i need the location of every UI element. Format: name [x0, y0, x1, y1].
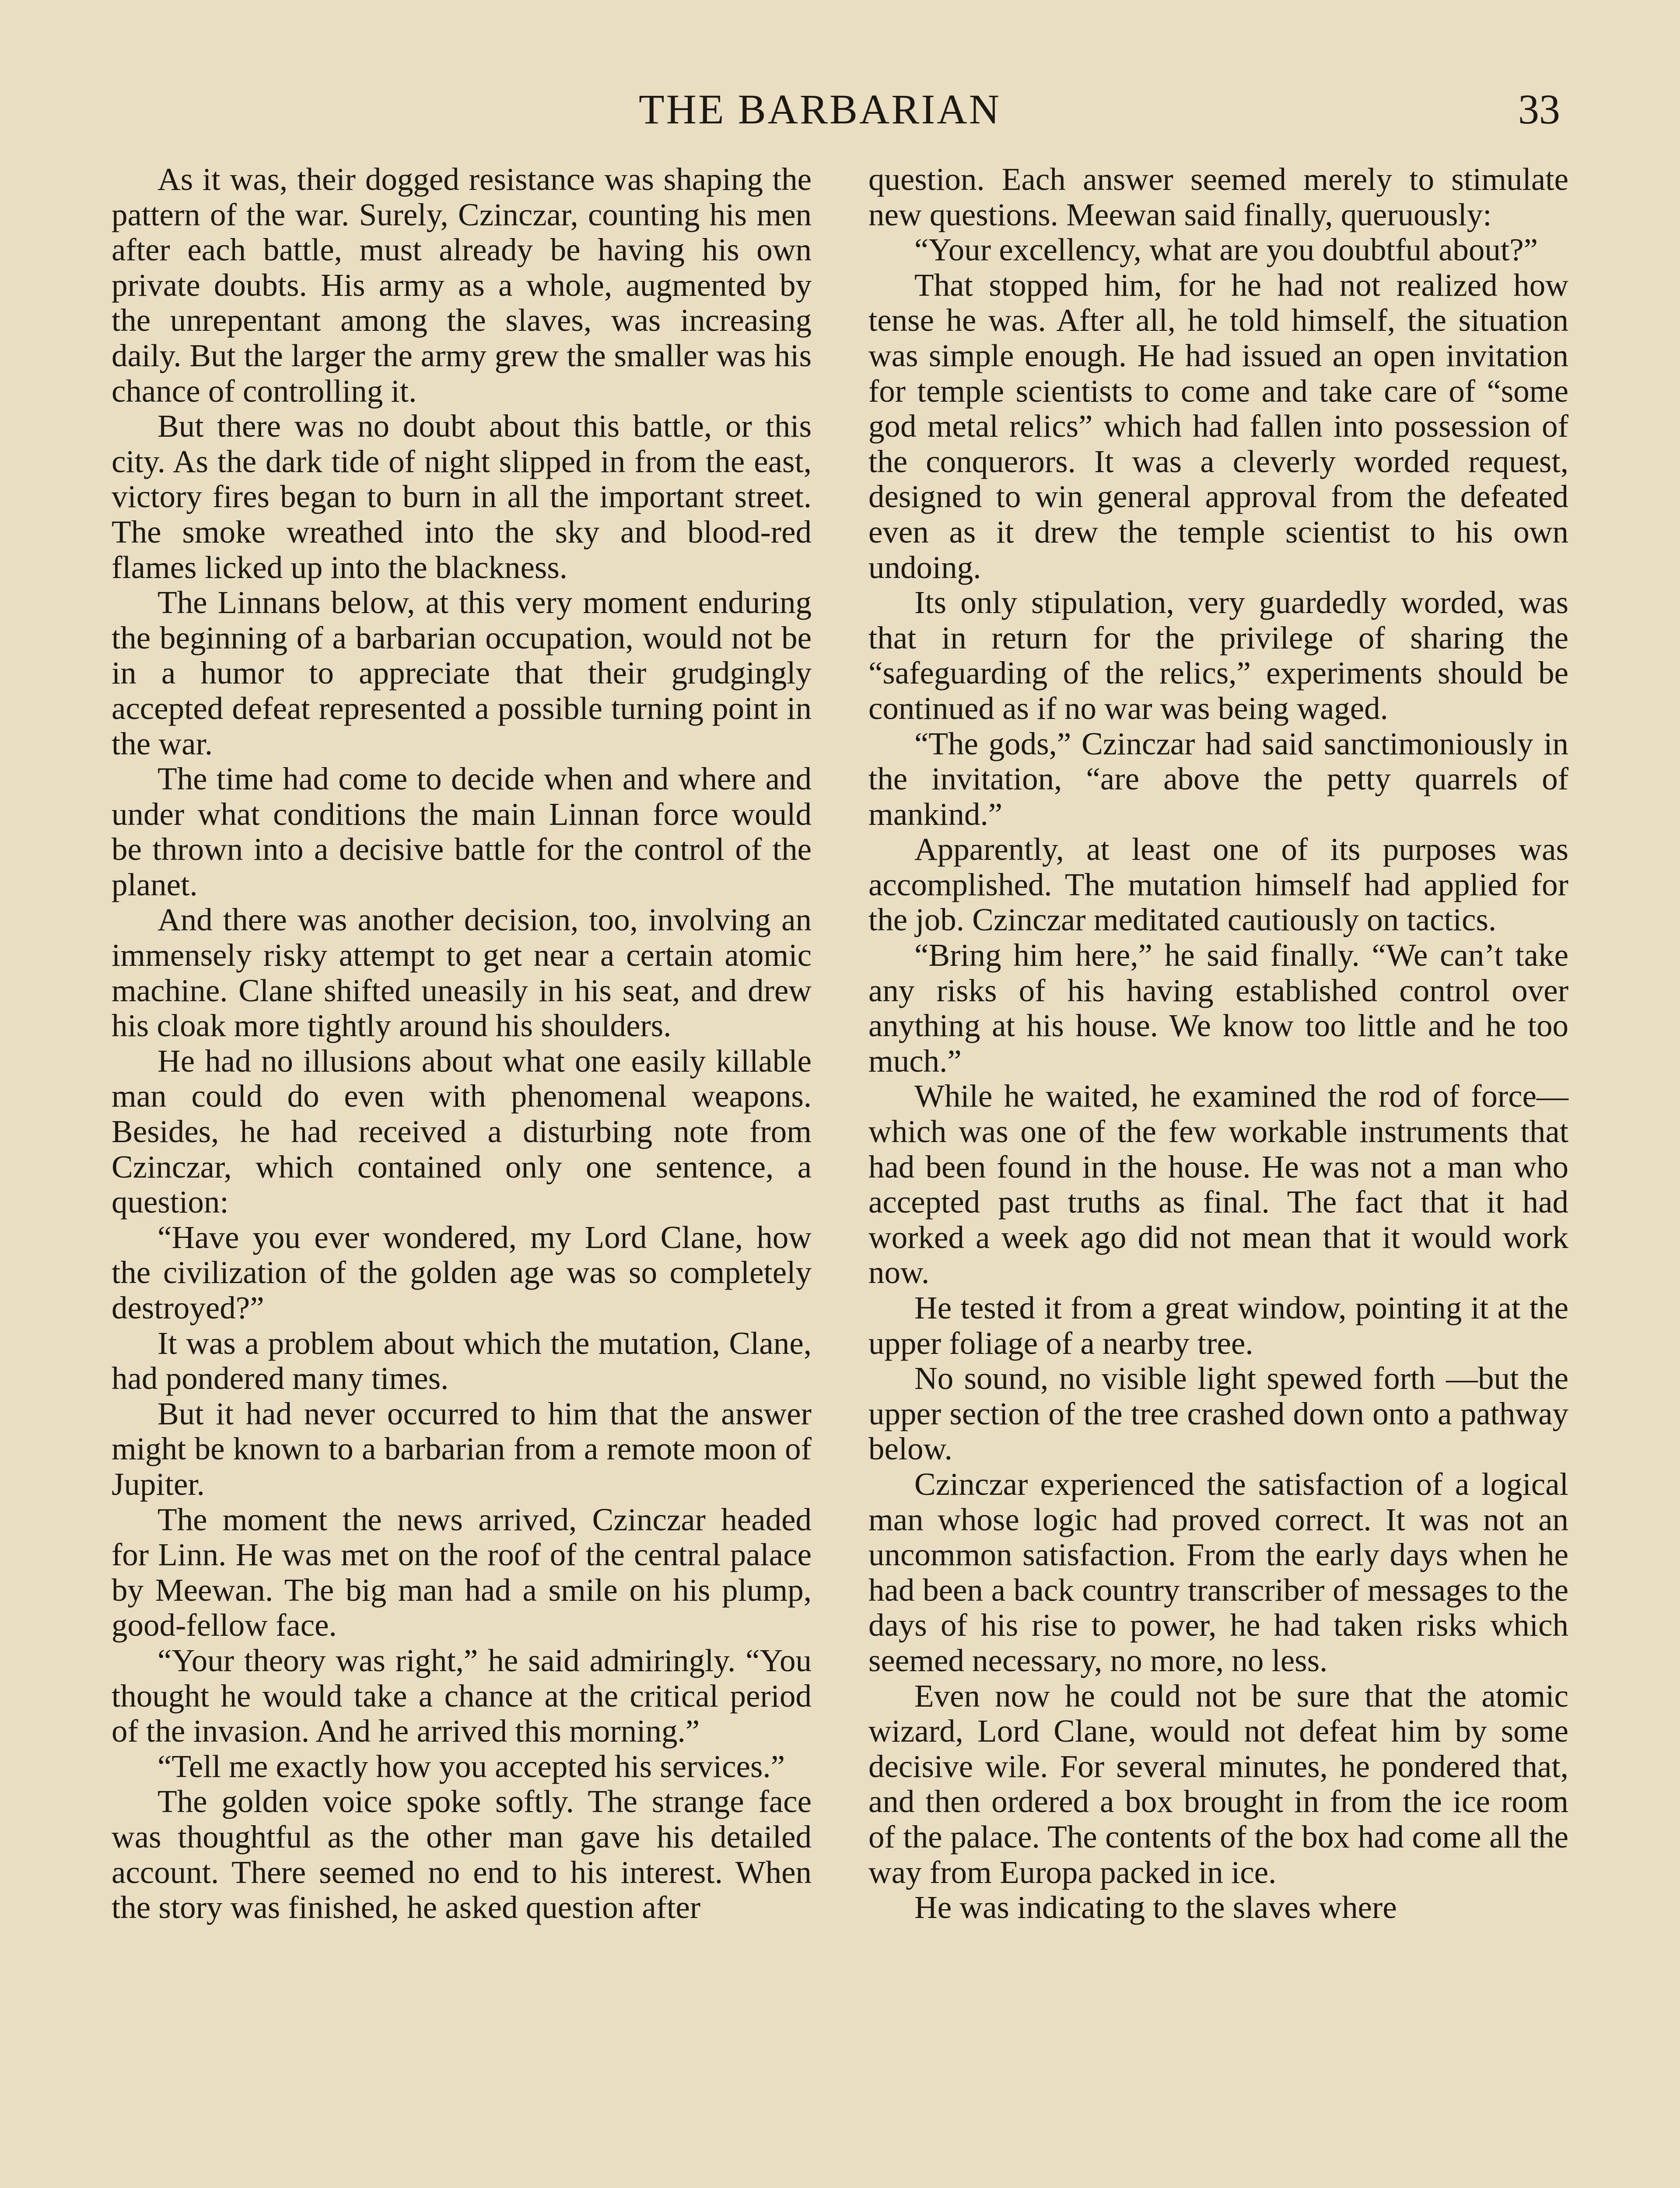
page-number: 33: [1518, 86, 1560, 133]
paragraph: He tested it from a great window, pointing it at the upper foliage of a nearby tree.: [868, 1290, 1568, 1361]
paragraph: The moment the news arrived, Czinczar headed for Linn. He was met on the roof of the central palace by Meewan. The big man had a smile on his plump, good-fellow face.: [112, 1501, 812, 1643]
paragraph: “Bring him here,” he said finally. “We can’t take any risks of his having established control over anything at his house. We know too little and he too much.”: [868, 937, 1568, 1079]
paragraph: The golden voice spoke softly. The strange face was thoughtful as the other man gave his detailed account. There seemed no end to his interest. When the story was finished, he asked question after: [112, 1784, 812, 1925]
paragraph: “Have you ever wondered, my Lord Clane, how the civilization of the golden age was so completely destroyed?”: [112, 1219, 812, 1325]
paragraph: He was indicating to the slaves where: [914, 1890, 1397, 1925]
paragraph-continued: question. Each answer seemed merely to stimulate new questions. Meewan said finally, queruously:: [868, 161, 1568, 232]
paragraph: But there was no doubt about this battle, or this city. As the dark tide of night slipped in from the east, victory fires began to burn in all the important street. The smoke wreathed into the sky and blood-red flames licked up into the blackness.: [112, 408, 812, 585]
paragraph: It was a problem about which the mutation, Clane, had pondered many times.: [112, 1325, 812, 1396]
paragraph: While he waited, he examined the rod of force—which was one of the few workable instruments that had been found in the house. He was not a man who accepted past truths as final. The fact that it had worked a week ago did not mean that it would work now.: [868, 1078, 1568, 1290]
paragraph: As it was, their dogged resistance was shaping the pattern of the war. Surely, Czinczar, counting his men after each battle, must already be having his own private doubts. His army as a whole, augmented by the unrepentant among the slaves, was increasing daily. But the larger the army grew the smaller was his chance of controlling it.: [112, 161, 812, 409]
paragraph: “Your excellency, what are you doubtful about?”: [914, 232, 1538, 268]
paragraph: “Tell me exactly how you accepted his services.”: [158, 1748, 785, 1784]
running-title: THE BARBARIAN: [639, 86, 1001, 133]
paragraph: That stopped him, for he had not realized how tense he was. After all, he told himself, the situation was simple enough. He had issued an open invitation for temple scientists to come and take care of “some god metal relics” which had fallen into possession of the conquerors. It was a cleverly worded request, designed to win general approval from the defeated even as it drew the temple scientist to his own undoing.: [868, 267, 1568, 585]
paragraph: Apparently, at least one of its purposes was accomplished. The mutation himself had applied for the job. Czinczar meditated cautiously on tactics.: [868, 831, 1568, 938]
paragraph: He had no illusions about what one easily killable man could do even with phenomenal weapons. Besides, he had received a disturbing note from Czinczar, which contained only one sentence, a question:: [112, 1043, 812, 1220]
paragraph: “Your theory was right,” he said admiringly. “You thought he would take a chance at the critical period of the invasion. And he arrived this morning.”: [112, 1642, 812, 1749]
running-head: [0, 83, 1680, 144]
right-text-column: [868, 162, 1568, 1925]
left-text-column: [112, 162, 812, 1925]
paragraph: Czinczar experienced the satisfaction of a logical man whose logic had proved correct. It was not an uncommon satisfaction. From the early days when he had been a back country transcriber of messages to the days of his rise to power, he had taken risks which seemed necessary, no more, no less.: [868, 1466, 1568, 1678]
paragraph: And there was another decision, too, involving an immensely risky attempt to get near a certain atomic machine. Clane shifted uneasily in his seat, and drew his cloak more tightly around his shoulders.: [112, 902, 812, 1044]
paragraph: “The gods,” Czinczar had said sanctimoniously in the invitation, “are above the petty quarrels of mankind.”: [868, 726, 1568, 832]
paragraph: The time had come to decide when and where and under what conditions the main Linnan force would be thrown into a decisive battle for the control of the planet.: [112, 761, 812, 902]
paragraph: No sound, no visible light spewed forth —but the upper section of the tree crashed down onto a pathway below.: [868, 1360, 1568, 1467]
paragraph: The Linnans below, at this very moment enduring the beginning of a barbarian occupation, would not be in a humor to appreciate that their grudgingly accepted defeat represented a possible turning point in the war.: [112, 585, 812, 761]
paragraph: Its only stipulation, very guardedly worded, was that in return for the privilege of sharing the “safeguarding of the relics,” experiments should be continued as if no war was being waged.: [868, 585, 1568, 726]
paragraph: But it had never occurred to him that the answer might be known to a barbarian from a remote moon of Jupiter.: [112, 1396, 812, 1502]
paragraph: Even now he could not be sure that the atomic wizard, Lord Clane, would not defeat him by some decisive wile. For several minutes, he pondered that, and then ordered a box brought in from the ice room of the palace. The contents of the box had come all the way from Europa packed in ice.: [868, 1678, 1568, 1890]
